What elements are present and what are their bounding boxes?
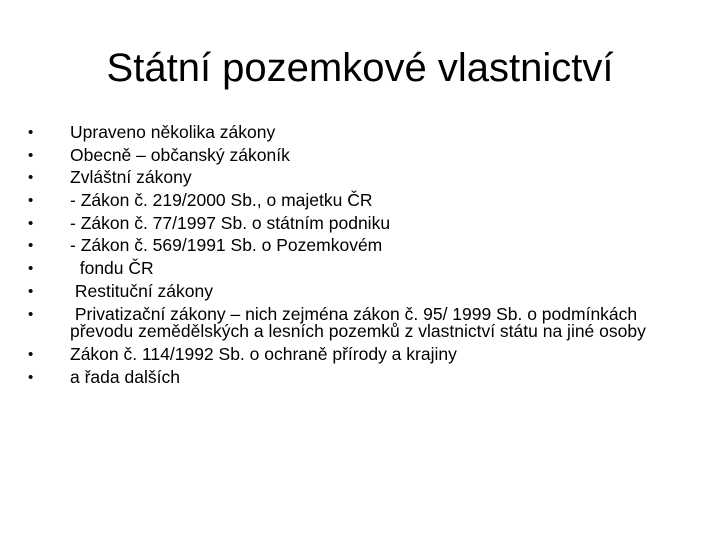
list-item-text: Zákon č. 114/1992 Sb. o ochraně přírody a krajiny <box>70 344 457 365</box>
list-item <box>28 169 688 187</box>
list-item-text: - Zákon č. 569/1991 Sb. o Pozemkovém <box>70 235 383 256</box>
list-item-text: Zvláštní zákony <box>70 167 192 188</box>
list-item <box>28 212 688 233</box>
list-item <box>28 280 688 301</box>
list-item <box>28 192 688 210</box>
list-item-text: Upraveno několika zákony <box>70 122 276 142</box>
bullet-icon: • <box>28 346 34 364</box>
list-item <box>28 237 688 255</box>
list-item-text: Obecně – občanský zákoník <box>70 144 290 165</box>
bullet-list <box>28 124 688 392</box>
bullet-icon: • <box>28 192 34 210</box>
list-item <box>28 303 688 341</box>
list-item <box>28 260 688 278</box>
bullet-icon: • <box>28 260 34 278</box>
bullet-icon: • <box>28 169 34 187</box>
list-item <box>28 346 688 364</box>
bullet-icon: • <box>28 305 34 323</box>
bullet-icon: • <box>28 237 34 255</box>
bullet-icon: • <box>28 368 34 386</box>
list-item <box>28 144 688 165</box>
bullet-icon: • <box>28 124 34 141</box>
list-item-text: a řada dalších <box>70 366 180 387</box>
list-item <box>28 366 688 387</box>
list-item <box>28 124 688 142</box>
list-item-text: - Zákon č. 219/2000 Sb., o majetku ČR <box>70 190 373 211</box>
list-item-text: fondu ČR <box>70 258 154 279</box>
list-item-text: - Zákon č. 77/1997 Sb. o státním podniku <box>70 212 391 233</box>
list-item-text: Restituční zákony <box>70 280 213 301</box>
bullet-icon: • <box>28 146 34 164</box>
bullet-icon: • <box>28 282 34 300</box>
list-item-text: Privatizační zákony – nich zejména zákon č. 95/ 1999 Sb. o podmínkách převodu zemědělských a lesních pozemků z vlastnictví státu na jiné osoby <box>70 303 646 341</box>
slide-title: Státní pozemkové vlastnictví <box>106 46 614 90</box>
bullet-icon: • <box>28 214 34 232</box>
